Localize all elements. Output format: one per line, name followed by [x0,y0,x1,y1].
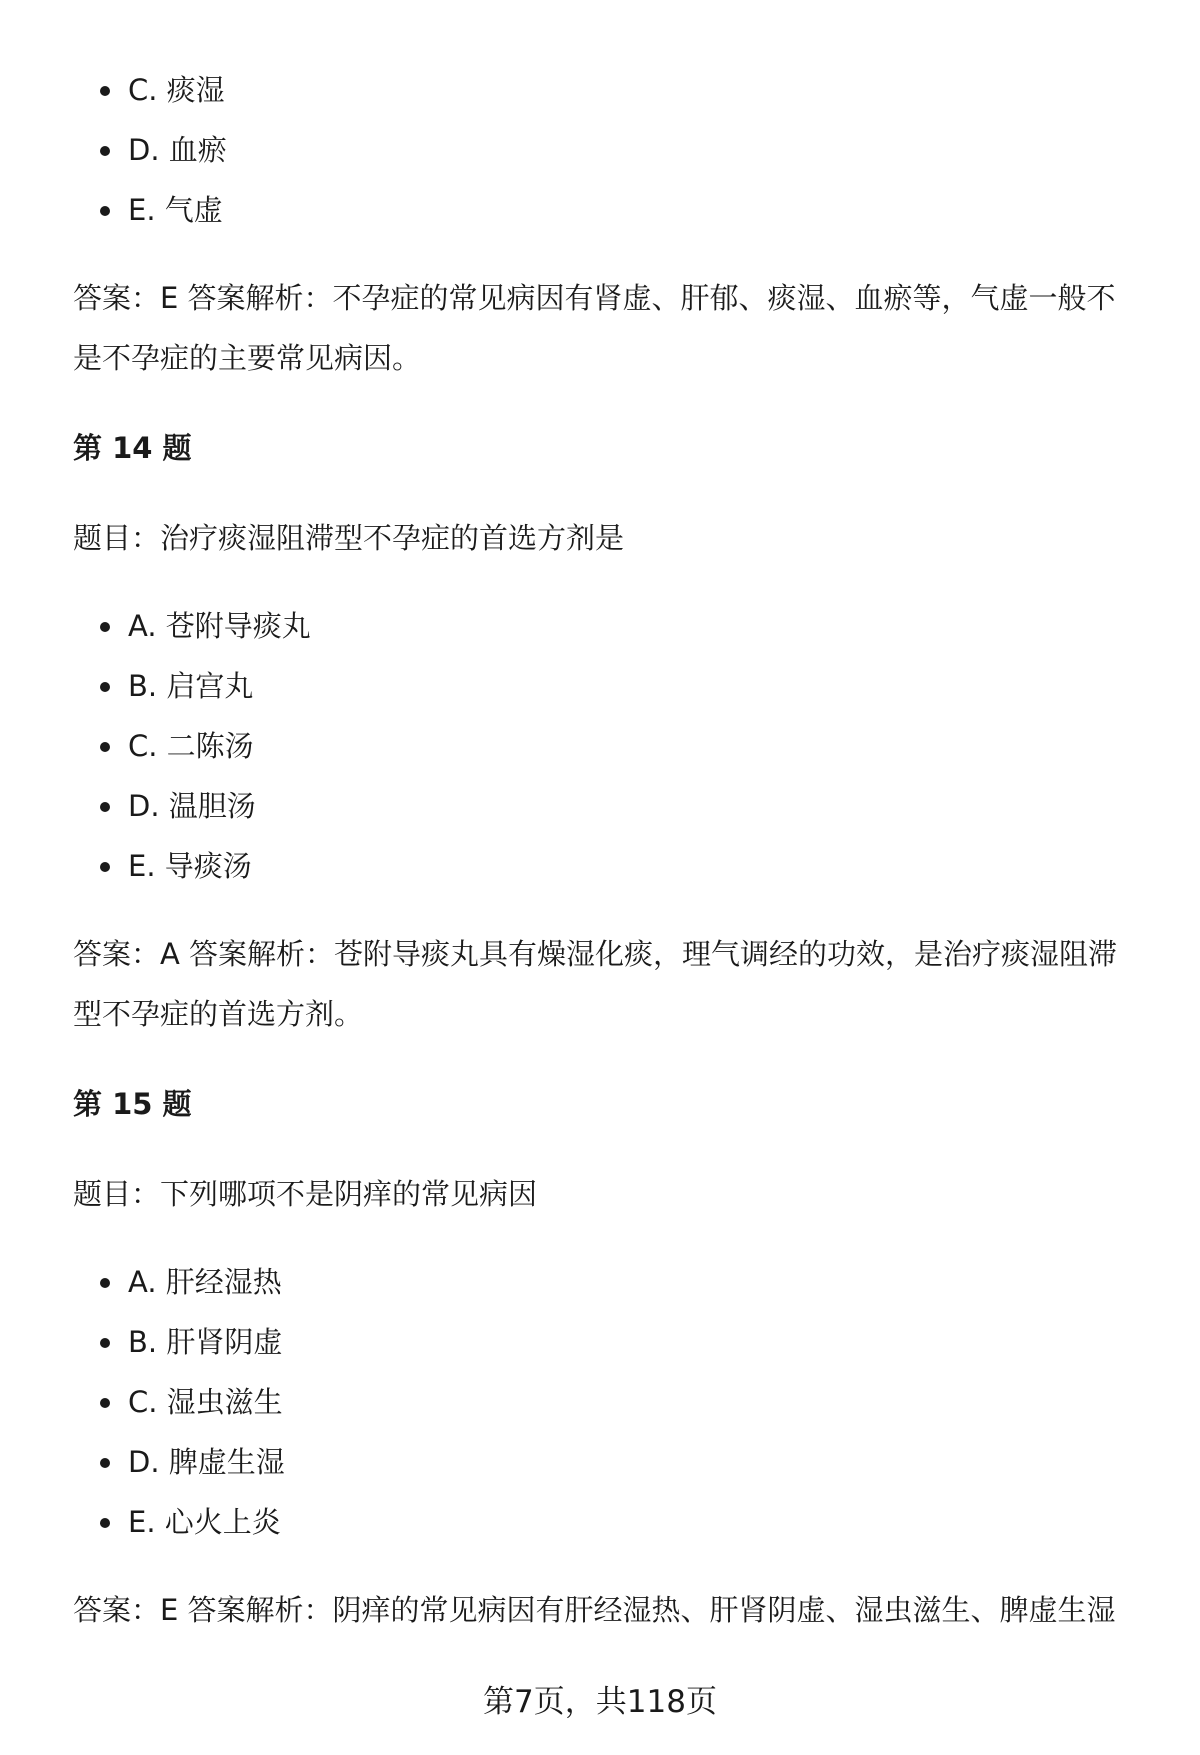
answer-explanation-q13: 答案：E 答案解析：不孕症的常见病因有肾虚、肝郁、痰湿、血瘀等，气虚一般不是不孕症的主要常见病因。 [73,281,1116,375]
option-e: E. 气虚 [73,180,1143,240]
option-b: B. 肝肾阴虚 [73,1312,1143,1372]
option-d: D. 脾虚生湿 [73,1432,1143,1492]
option-e: E. 导痰汤 [73,836,1143,896]
answer-explanation-q15: 答案：E 答案解析：阴痒的常见病因有肝经湿热、肝肾阴虚、湿虫滋生、脾虚生湿 [73,1593,1116,1627]
options-list-q15 [73,1252,1143,1552]
question-heading-15: 第 15 题 [73,1087,192,1121]
option-e: E. 心火上炎 [73,1492,1143,1552]
page-number: 第7页，共118页 [483,1684,717,1720]
question-heading-14: 第 14 题 [73,431,192,465]
option-d: D. 血瘀 [73,120,1143,180]
option-a: A. 苍附导痰丸 [73,596,1143,656]
option-d: D. 温胆汤 [73,776,1143,836]
document-page [73,60,1143,1640]
option-c: C. 痰湿 [73,60,1143,120]
question-stem-15: 题目：下列哪项不是阴痒的常见病因 [73,1177,538,1211]
option-b: B. 启宫丸 [73,656,1143,716]
option-c: C. 湿虫滋生 [73,1372,1143,1432]
option-a: A. 肝经湿热 [73,1252,1143,1312]
answer-explanation-q14: 答案：A 答案解析：苍附导痰丸具有燥湿化痰，理气调经的功效，是治疗痰湿阻滞型不孕症的首选方剂。 [73,937,1118,1031]
question-stem-14: 题目：治疗痰湿阻滞型不孕症的首选方剂是 [73,521,625,555]
options-list-q13 [73,60,1143,240]
options-list-q14 [73,596,1143,896]
option-c: C. 二陈汤 [73,716,1143,776]
